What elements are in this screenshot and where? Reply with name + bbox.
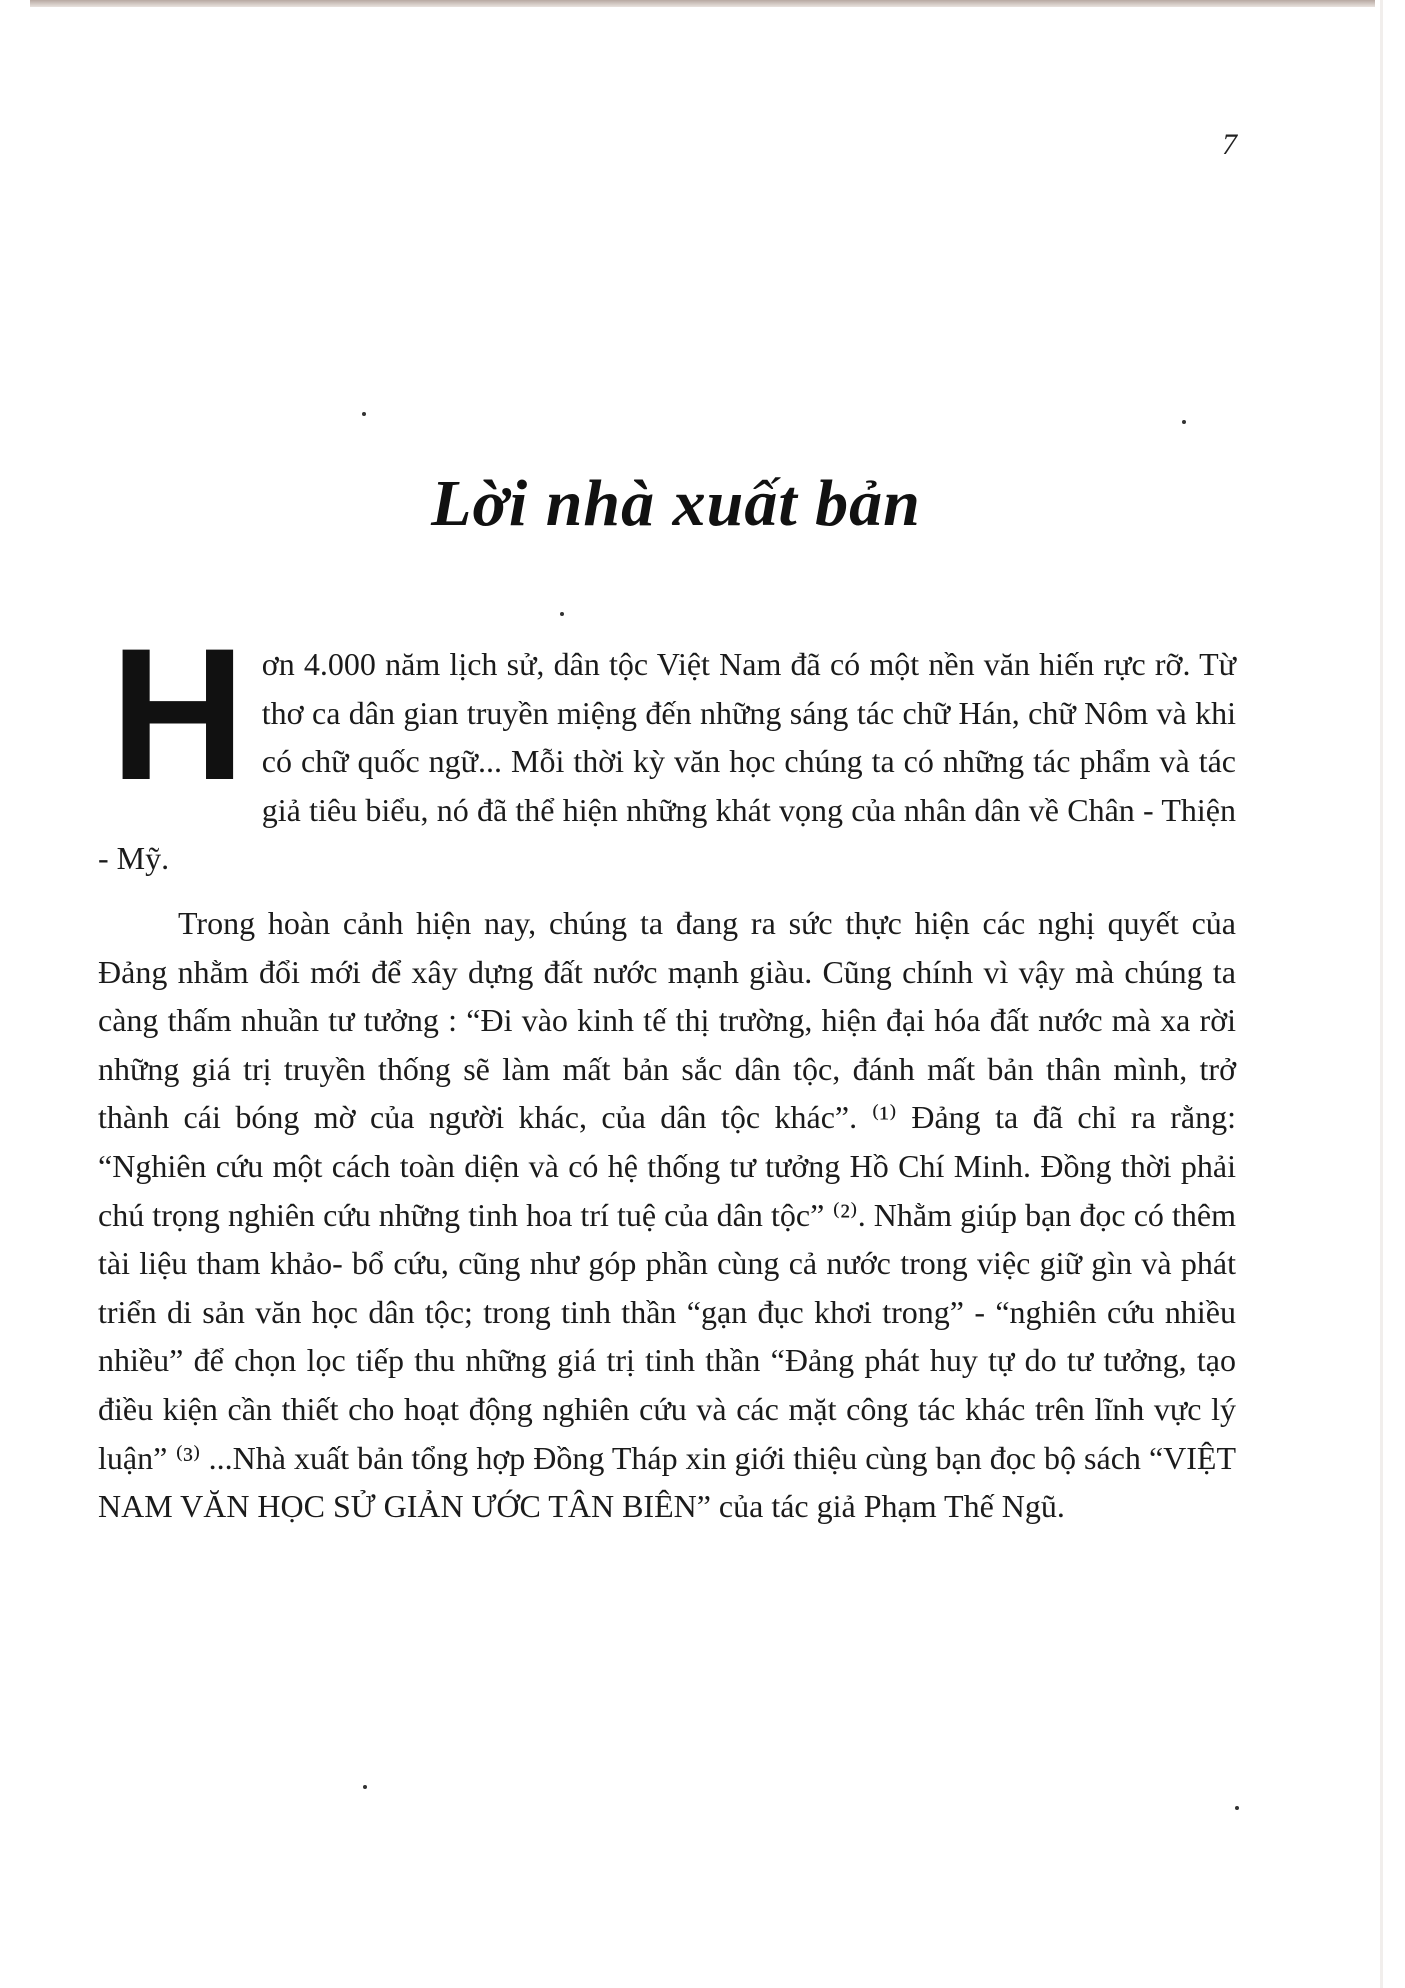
page-top-edge [30,0,1375,7]
page-right-edge [1380,0,1383,1988]
page-number: 7 [1222,128,1237,161]
scan-speck [362,412,366,416]
scan-speck [1182,420,1186,424]
drop-cap: H [110,609,246,819]
paragraph-1-text: ơn 4.000 năm lịch sử, dân tộc Việt Nam đã có một nền văn hiến rực rỡ. Từ thơ ca dân gian truyền miệng đến những sáng tác chữ Hán, chữ Nôm và khi có chữ quốc ngữ... Mỗi thời kỳ văn học chúng ta có những tác phẩm và tác giả tiêu biểu, nó đã thể hiện những khát vọng của nhân dân về Chân - Thiện - Mỹ. [98,646,1236,877]
page-title: Lời nhà xuất bản [431,467,921,540]
scan-speck [363,1785,367,1789]
paragraph-2: Trong hoàn cảnh hiện nay, chúng ta đang ra sức thực hiện các nghị quyết của Đảng nhằm đổi mới để xây dựng đất nước mạnh giàu. Cũng chính vì vậy mà chúng ta càng thấm nhuần tư tưởng : “Đi vào kinh tế thị trường, hiện đại hóa đất nước mà xa rời những giá trị truyền thống sẽ làm mất bản sắc dân tộc, đánh mất bản thân mình, trở thành cái bóng mờ của người khác, của dân tộc khác”. ⁽¹⁾ Đảng ta đã chỉ ra rằng: “Nghiên cứu một cách toàn diện và có hệ thống tư tưởng Hồ Chí Minh. Đồng thời phải chú trọng nghiên cứu những tinh hoa trí tuệ của dân tộc” ⁽²⁾. Nhằm giúp bạn đọc có thêm tài liệu tham khảo- bổ cứu, cũng như góp phần cùng cả nước trong việc giữ gìn và phát triển di sản văn học dân tộc; trong tinh thần “gạn đục khơi trong” - “nghiên cứu nhiều nhiều” để chọn lọc tiếp thu những giá trị tinh thần “Đảng phát huy tự do tư tưởng, tạo điều kiện cần thiết cho hoạt động nghiên cứu và các mặt công tác khác trên lĩnh vực lý luận” ⁽³⁾ ...Nhà xuất bản tổng hợp Đồng Tháp xin giới thiệu cùng bạn đọc bộ sách “VIỆT NAM VĂN HỌC SỬ GIẢN ƯỚC TÂN BIÊN” của tác giả Phạm Thế Ngũ. [98,904,1236,1525]
scan-speck [560,612,564,616]
scan-speck [1235,1806,1239,1810]
paragraph-1 [98,609,1236,883]
body-text [98,609,1236,1531]
